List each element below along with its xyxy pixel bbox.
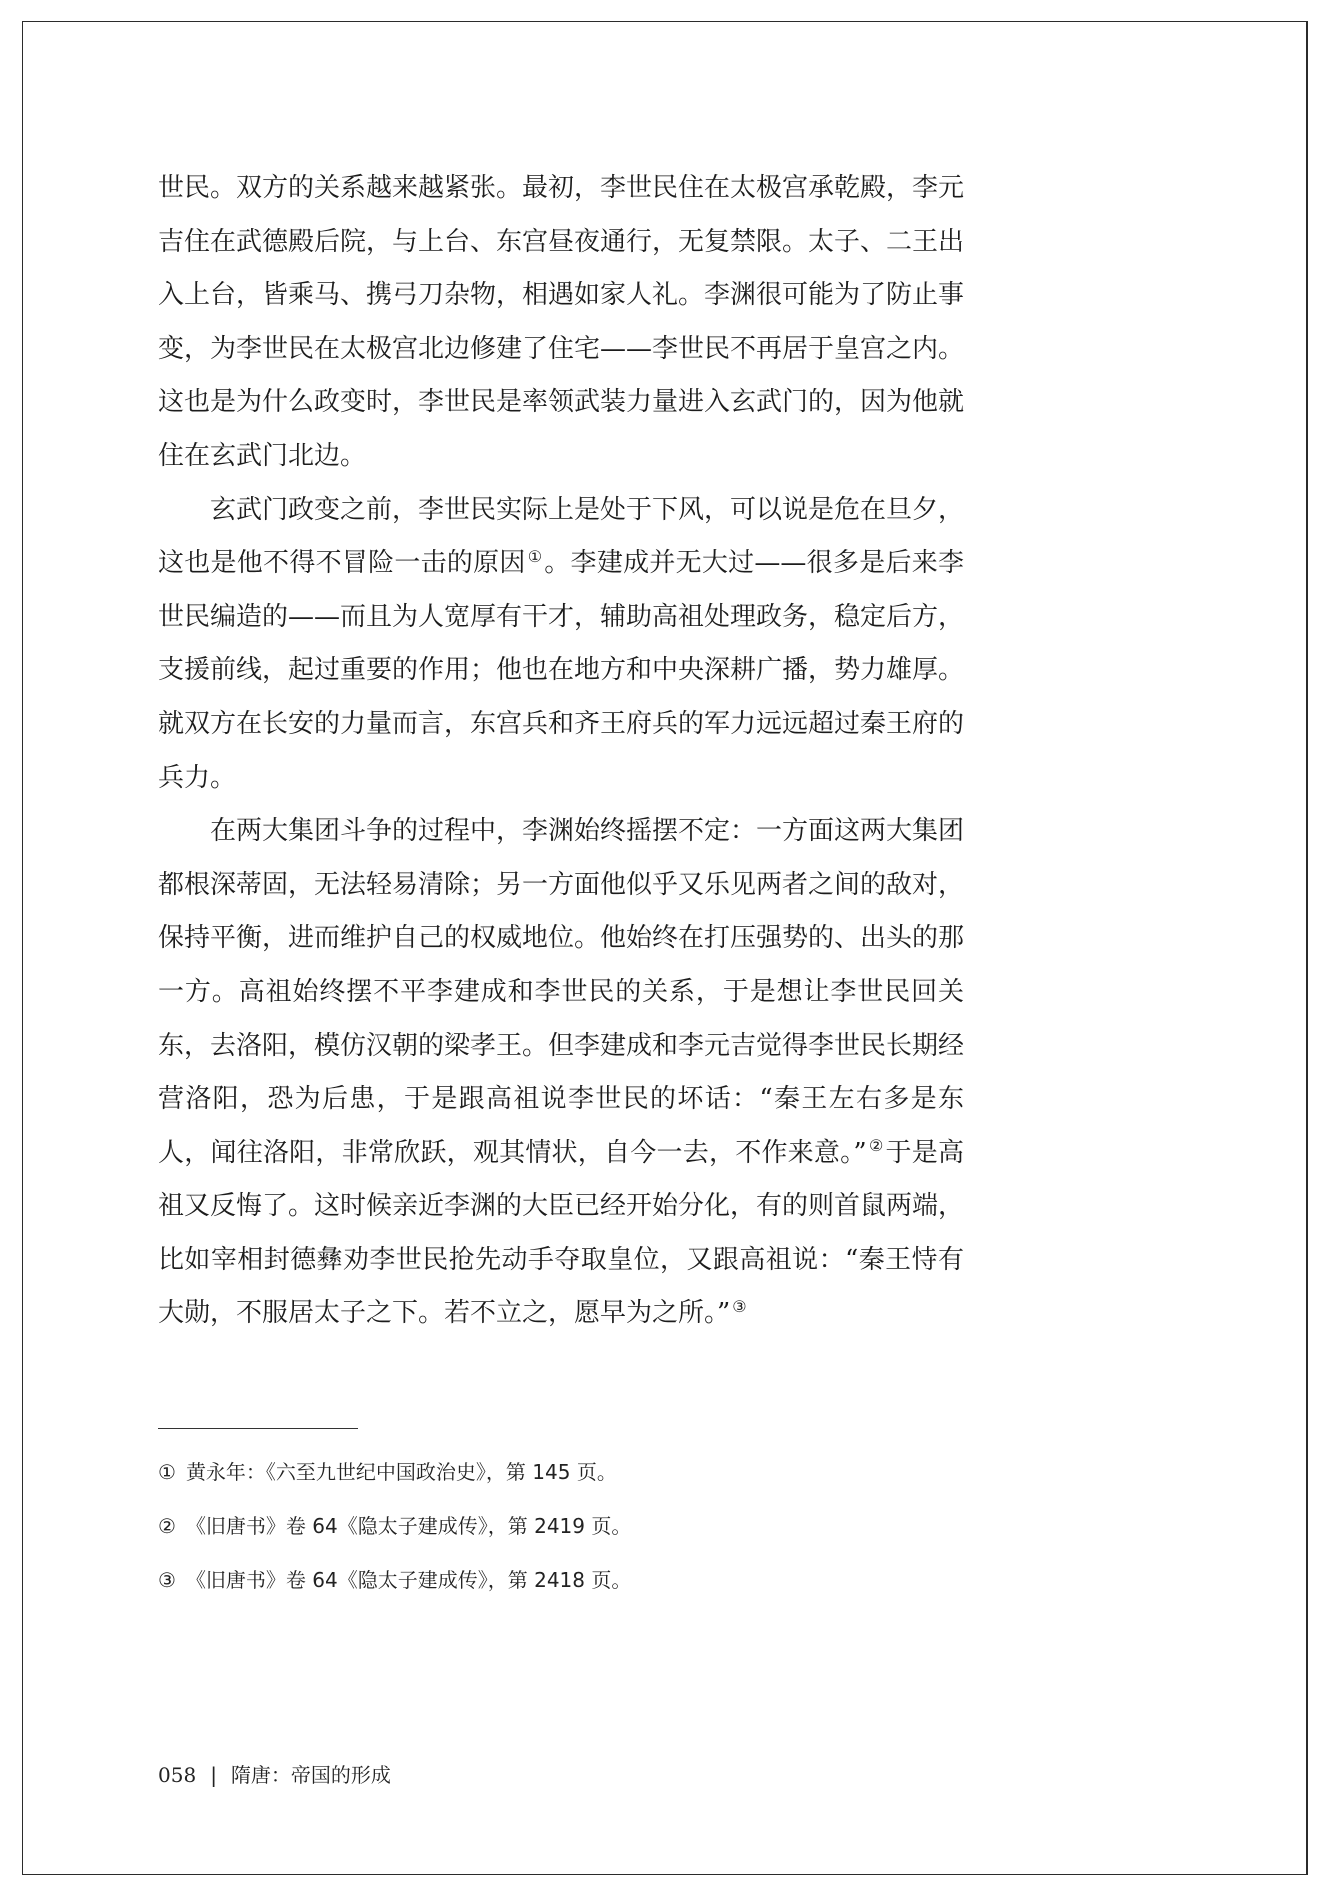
footnote-divider bbox=[158, 1428, 358, 1429]
footnote-ref-2[interactable]: ② bbox=[868, 1136, 884, 1156]
page-spine-line bbox=[1306, 21, 1308, 1875]
footnote-text: 《旧唐书》卷 64《隐太子建成传》，第 2419 页。 bbox=[185, 1514, 632, 1538]
footnote-2 bbox=[158, 1506, 964, 1560]
footnote-1 bbox=[158, 1452, 964, 1506]
footnotes bbox=[158, 1452, 964, 1614]
footnote-mark: ② bbox=[158, 1514, 176, 1538]
footnote-ref-1[interactable]: ① bbox=[527, 546, 543, 566]
footnote-mark: ③ bbox=[158, 1568, 176, 1592]
footnote-ref-3[interactable]: ③ bbox=[732, 1296, 747, 1316]
footnote-mark: ① bbox=[158, 1460, 176, 1484]
footer-separator: | bbox=[210, 1763, 217, 1787]
page-number: 058 bbox=[158, 1763, 197, 1787]
book-title: 隋唐：帝国的形成 bbox=[230, 1763, 391, 1787]
paragraph-text: 世民。双方的关系越来越紧张。最初，李世民住在太极宫承乾殿，李元吉住在武德殿后院，与上台、东宫昼夜通行，无复禁限。太子、二王出入上台，皆乘马、携弓刀杂物，相遇如家人礼。李渊很可能为了防止事变，为李世民在太极宫北边修建了住宅——李世民不再居于皇宫之内。这也是为什么政变时，李世民是率领武装力量进入玄武门的，因为他就住在玄武门北边。 bbox=[158, 173, 965, 471]
paragraph-1 bbox=[158, 162, 964, 484]
paragraph-text: 。李建成并无大过——很多是后来李世民编造的——而且为人宽厚有干才，辅助高祖处理政务，稳定后方，支援前线，起过重要的作用；他也在地方和中央深耕广播，势力雄厚。就双方在长安的力量而言，东宫兵和齐王府兵的军力远远超过秦王府的兵力。 bbox=[158, 548, 965, 793]
body-text bbox=[158, 162, 964, 1341]
running-footer bbox=[158, 1759, 391, 1788]
paragraph-3 bbox=[158, 805, 964, 1341]
footnote-text: 黄永年：《六至九世纪中国政治史》，第 145 页。 bbox=[185, 1460, 617, 1484]
paragraph-text: 在两大集团斗争的过程中，李渊始终摇摆不定：一方面这两大集团都根深蒂固，无法轻易清除；另一方面他似乎又乐见两者之间的敌对，保持平衡，进而维护自己的权威地位。他始终在打压强势的、出头的那一方。高祖始终摆不平李建成和李世民的关系，于是想让李世民回关东，去洛阳，模仿汉朝的梁孝王。但李建成和李元吉觉得李世民长期经营洛阳，恐为后患，于是跟高祖说李世民的坏话：“秦王左右多是东人，闻往洛阳，非常欣跃，观其情状，自今一去，不作来意。” bbox=[158, 816, 965, 1168]
paragraph-2 bbox=[158, 484, 964, 806]
footnote-3 bbox=[158, 1560, 964, 1614]
paragraph-text: 于是高祖又反悔了。这时候亲近李渊的大臣已经开始分化，有的则首鼠两端，比如宰相封德彝劝李世民抢先动手夺取皇位，又跟高祖说：“秦王恃有大勋，不服居太子之下。若不立之，愿早为之所。” bbox=[158, 1137, 965, 1329]
footnote-text: 《旧唐书》卷 64《隐太子建成传》，第 2418 页。 bbox=[185, 1568, 632, 1592]
paragraph-text: 玄武门政变之前，李世民实际上是处于下风，可以说是危在旦夕，这也是他不得不冒险一击的原因 bbox=[158, 494, 965, 579]
